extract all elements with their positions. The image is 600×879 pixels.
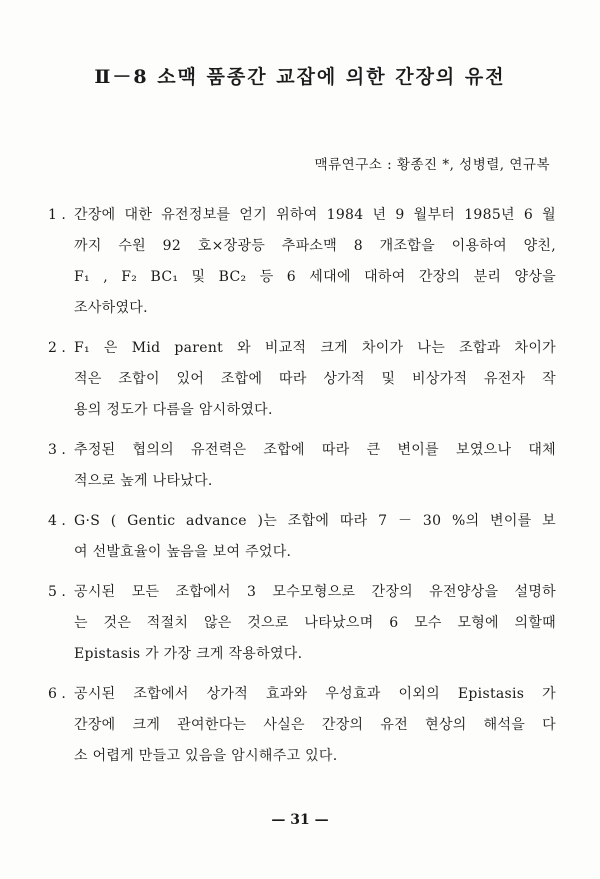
item-text-line: 까지 수원 92 호×장광등 추파소맥 8 개조합을 이용하여 양친, xyxy=(74,238,556,254)
list-item-4 xyxy=(48,506,556,568)
page-number: — 31 — xyxy=(271,812,329,828)
item-text-line: G·S ( Gentic advance )는 조합에 따라 7 － 30 %의 변이를 보 xyxy=(74,513,556,529)
author-byline: 맥류연구소 : 황종진 *, 성병렬, 연규복 xyxy=(314,157,550,173)
item-text-line: 조사하였다. xyxy=(74,300,148,316)
item-text-line: 공시된 모든 조합에서 3 모수모형으로 간장의 유전양상을 설명하 xyxy=(74,584,556,600)
item-text-line: 는 것은 적절치 않은 것으로 나타났으며 6 모수 모형에 의할때 xyxy=(74,615,556,631)
list-item-6 xyxy=(48,679,556,772)
item-text-line: 공시된 조합에서 상가적 효과와 우성효과 이외의 Epistasis 가 xyxy=(74,686,556,702)
list-item-5 xyxy=(48,577,556,670)
item-text-line: 적으로 높게 나타났다. xyxy=(74,473,213,489)
list-item-1 xyxy=(48,200,556,324)
item-text-line: 간장에 크게 관여한다는 사실은 간장의 유전 현상의 해석을 다 xyxy=(74,717,556,733)
item-number: 4 . xyxy=(48,513,66,529)
item-number: 1 . xyxy=(48,207,66,223)
item-text-line: 소 어렵게 만들고 있음을 암시해주고 있다. xyxy=(74,748,338,764)
item-text-line: 간장에 대한 유전정보를 얻기 위하여 1984 년 9 월부터 1985년 6 월 xyxy=(74,207,556,223)
item-text-line: 용의 정도가 다름을 암시하였다. xyxy=(74,402,273,418)
list-item-3 xyxy=(48,435,556,497)
item-number: 5 . xyxy=(48,584,66,600)
item-text-line: F₁ 은 Mid parent 와 비교적 크게 차이가 나는 조합과 차이가 xyxy=(74,340,556,356)
item-number: 6 . xyxy=(48,686,66,702)
item-text-line: 적은 조합이 있어 조합에 따라 상가적 및 비상가적 유전자 작 xyxy=(74,371,556,387)
item-text-line: 여 선발효율이 높음을 보여 주었다. xyxy=(74,544,292,560)
list-item-2 xyxy=(48,333,556,426)
item-text-line: F₁ , F₂ BC₁ 및 BC₂ 등 6 세대에 대하여 간장의 분리 양상을 xyxy=(74,269,556,285)
item-number: 3 . xyxy=(48,442,66,458)
findings-list xyxy=(48,200,556,781)
page-title: Ⅱ－8 소맥 품종간 교잡에 의한 간장의 유전 xyxy=(94,66,506,88)
item-text-line: Epistasis 가 가장 크게 작용하였다. xyxy=(74,646,303,662)
item-text-line: 추정된 협의의 유전력은 조합에 따라 큰 변이를 보였으나 대체 xyxy=(74,442,556,458)
item-number: 2 . xyxy=(48,340,66,356)
